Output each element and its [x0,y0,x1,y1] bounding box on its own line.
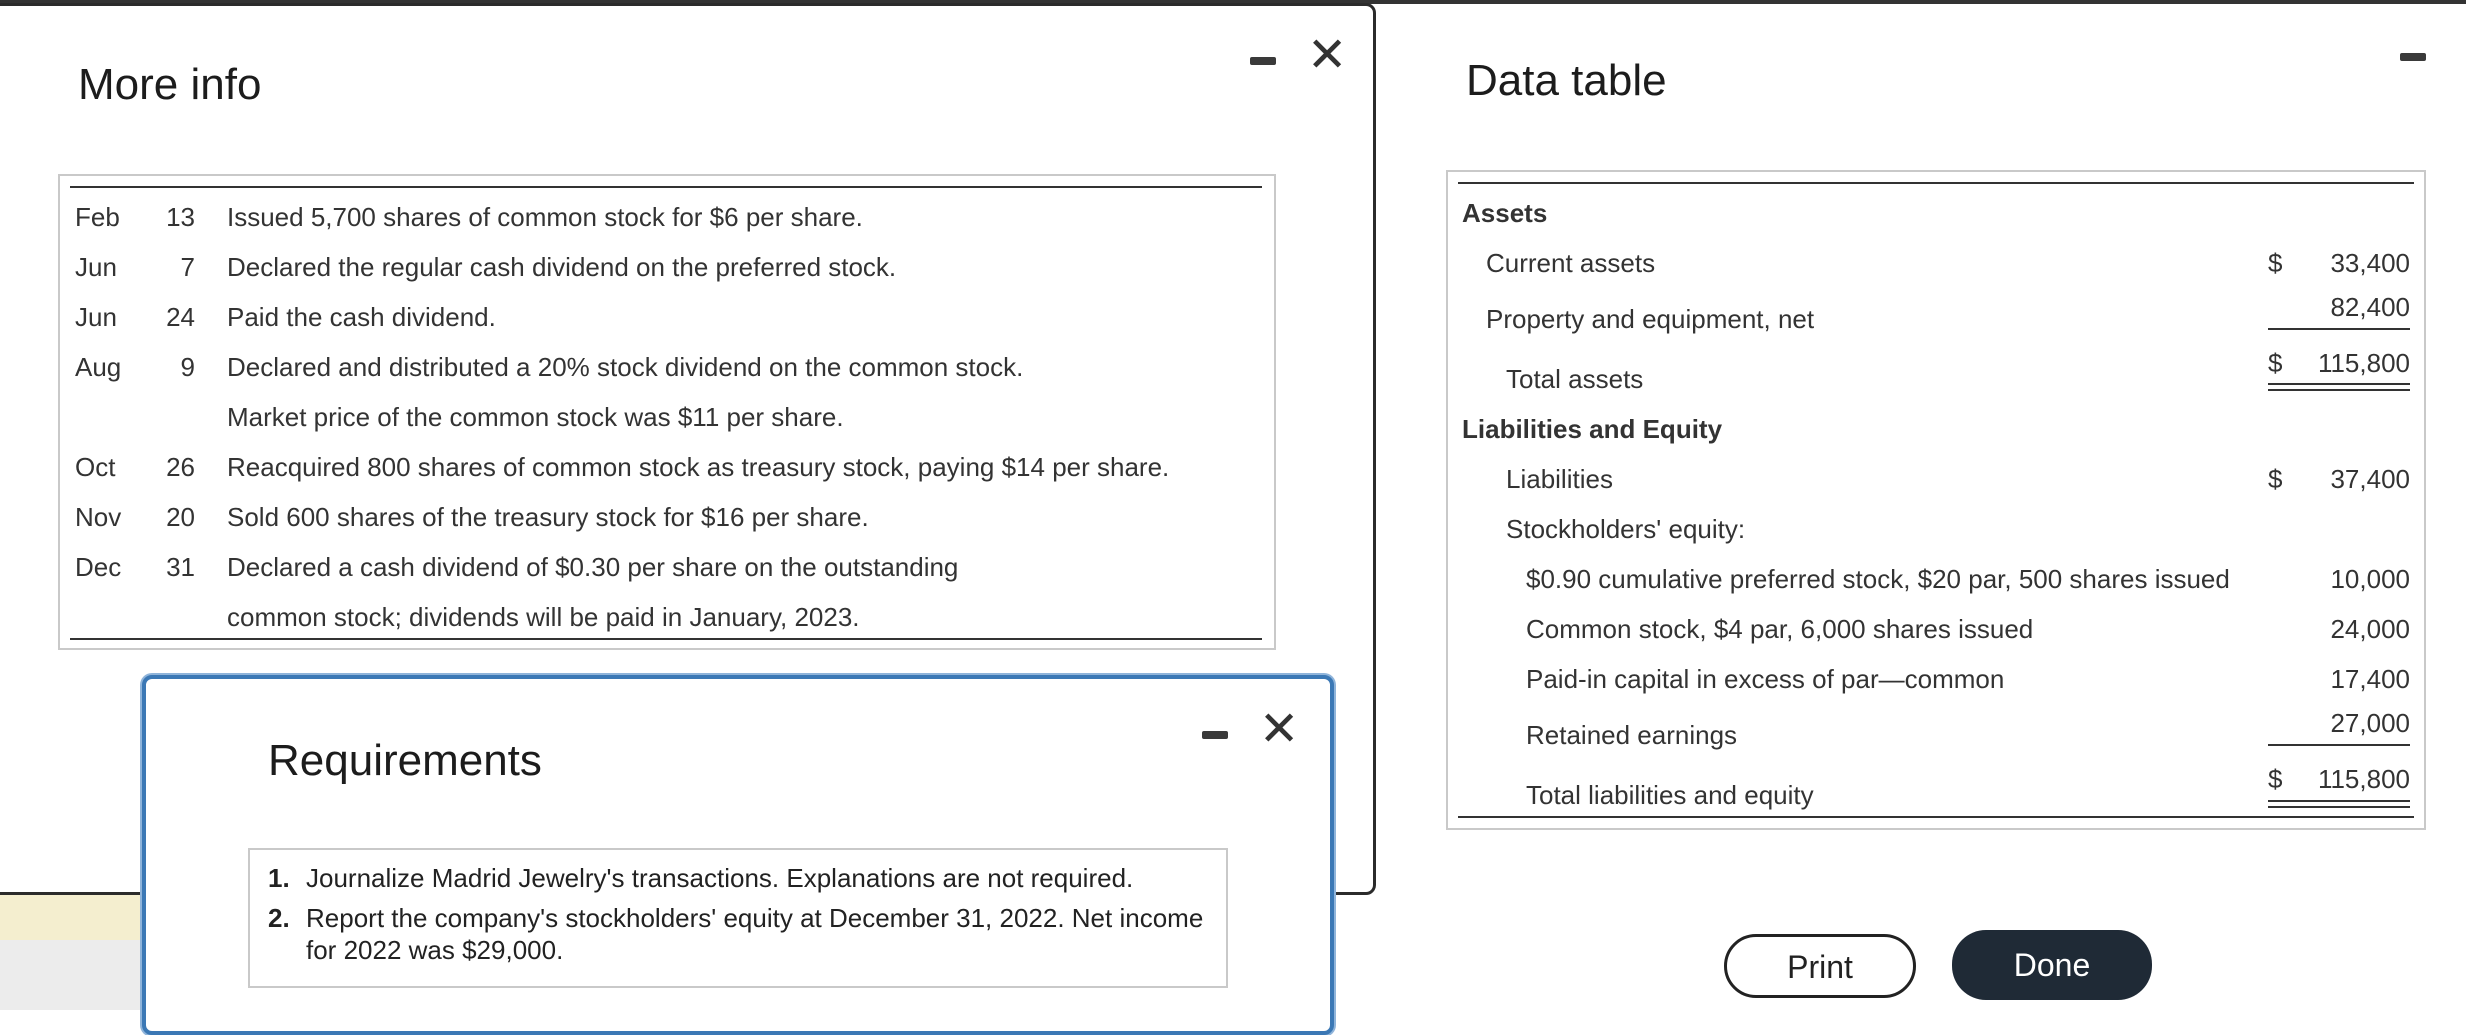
tx-month: Aug [75,352,122,382]
common-stock-label: Common stock, $4 par, 6,000 shares issued [1526,614,2034,644]
close-icon[interactable]: ✕ [1259,703,1300,756]
tx-description: Reacquired 800 shares of common stock as treasury stock, paying $14 per share. [227,452,1170,482]
subtotal-rule [2268,744,2410,746]
tx-day: 13 [166,202,195,232]
liabilities-value: 37,400 [2330,464,2410,494]
paid-in-capital-label: Paid-in capital in excess of par—common [1526,664,2005,694]
requirements-title: Requirements [268,736,542,785]
requirement-text: Journalize Madrid Jewelry's transactions. Explanations are not required. [306,863,1134,893]
tx-description: common stock; dividends will be paid in January, 2023. [227,602,860,632]
current-assets-value: 33,400 [2330,248,2410,278]
requirements-list [248,848,1228,988]
close-icon[interactable]: ✕ [1307,29,1348,82]
dollar-sign: $ [2268,248,2283,278]
common-stock-value: 24,000 [2330,614,2410,644]
minimize-icon[interactable] [2400,53,2426,61]
tx-month: Jun [75,302,117,332]
tx-description: Declared a cash dividend of $0.30 per share on the outstanding [227,552,959,582]
tx-day: 7 [180,252,195,282]
double-rule [2268,806,2410,808]
table-bottom-rule [70,638,1262,640]
property-value: 82,400 [2330,292,2410,322]
dollar-sign: $ [2268,464,2283,494]
tx-description: Issued 5,700 shares of common stock for $6 per share. [227,202,863,232]
dollar-sign: $ [2268,348,2283,378]
list-item [268,862,1218,894]
preferred-stock-label: $0.90 cumulative preferred stock, $20 par, 500 shares issued [1526,564,2230,594]
tx-day: 20 [166,502,195,532]
current-assets-label: Current assets [1486,248,1656,278]
tx-month: Nov [75,502,122,532]
minimize-icon[interactable] [1250,57,1276,65]
total-assets-label: Total assets [1506,364,1644,394]
property-label: Property and equipment, net [1486,304,1815,334]
retained-earnings-label: Retained earnings [1526,720,1738,750]
tx-description: Market price of the common stock was $11 per share. [227,402,844,432]
stockholders-equity-label: Stockholders' equity: [1506,514,1746,544]
total-assets-value: 115,800 [2317,348,2410,378]
tx-description: Paid the cash dividend. [227,302,496,332]
tx-day: 26 [166,452,195,482]
liabilities-equity-header: Liabilities and Equity [1462,414,1723,444]
tx-month: Dec [75,552,122,582]
table-bottom-rule [1458,816,2414,818]
paid-in-capital-value: 17,400 [2330,664,2410,694]
table-top-rule [1458,182,2414,184]
tx-description: Declared and distributed a 20% stock dividend on the common stock. [227,352,1024,382]
dollar-sign: $ [2268,764,2283,794]
double-rule [2268,383,2410,385]
data-table-title: Data table [1466,56,1667,105]
tx-day: 9 [180,352,195,382]
preferred-stock-value: 10,000 [2330,564,2410,594]
assets-header: Assets [1462,198,1548,228]
double-rule [2268,389,2410,391]
double-rule [2268,800,2410,802]
tx-description: Sold 600 shares of the treasury stock for $16 per share. [227,502,869,532]
total-le-label: Total liabilities and equity [1526,780,1814,810]
subtotal-rule [2268,328,2410,330]
requirement-text: Report the company's stockholders' equity at December 31, 2022. Net income for 2022 was $29,000. [306,903,1204,965]
tx-day: 24 [166,302,195,332]
print-button[interactable]: Print [1724,934,1916,998]
list-item [268,902,1218,966]
retained-earnings-value: 27,000 [2330,708,2410,738]
requirement-number: 2. [268,903,290,933]
minimize-icon[interactable] [1202,731,1228,739]
tx-month: Oct [75,452,116,482]
more-info-title: More info [78,60,262,109]
total-le-value: 115,800 [2317,764,2410,794]
tx-day: 31 [166,552,195,582]
done-button[interactable]: Done [1952,930,2152,1000]
table-top-rule [70,186,1262,188]
requirement-number: 1. [268,863,290,893]
liabilities-label: Liabilities [1506,464,1613,494]
tx-month: Feb [75,202,120,232]
tx-month: Jun [75,252,117,282]
tx-description: Declared the regular cash dividend on the preferred stock. [227,252,897,282]
